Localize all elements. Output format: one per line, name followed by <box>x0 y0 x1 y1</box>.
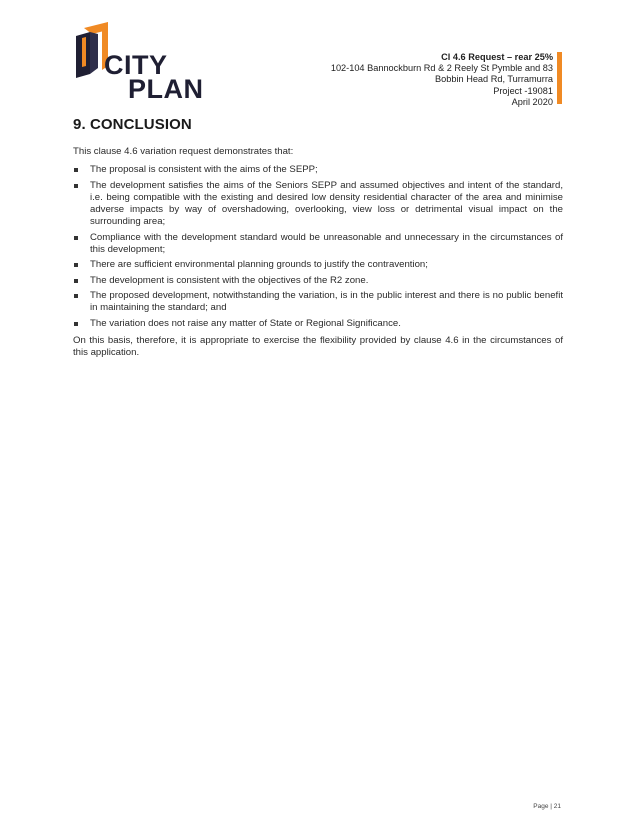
section-body <box>73 146 563 359</box>
header-address-line2: Bobbin Head Rd, Turramurra <box>435 74 553 85</box>
list-item <box>73 232 563 257</box>
list-item-text: The proposal is consistent with the aims of the SEPP; <box>90 164 318 176</box>
bullet-icon <box>74 184 78 188</box>
list-item <box>73 318 563 330</box>
document-header <box>331 52 553 108</box>
header-title: Cl 4.6 Request – rear 25% <box>441 52 553 62</box>
list-item <box>73 290 563 315</box>
list-item <box>73 180 563 229</box>
header-date: April 2020 <box>511 96 553 107</box>
bullet-icon <box>74 322 78 326</box>
header-address-line1: 102-104 Bannockburn Rd & 2 Reely St Pymble and 83 <box>330 63 553 74</box>
bullet-icon <box>74 168 78 172</box>
list-item <box>73 259 563 271</box>
intro-paragraph: This clause 4.6 variation request demonstrates that: <box>73 146 294 157</box>
list-item-text: There are sufficient environmental planning grounds to justify the contravention; <box>90 259 428 271</box>
list-item-text: The proposed development, notwithstanding the variation, is in the public interest and there is no public benefit in maintaining the standard; and <box>90 289 563 314</box>
list-item-text: The development satisfies the aims of the Seniors SEPP and assumed objectives and intent of the standard, i.e. being compatible with the existing and desired low density residential character of the area and minimise adverse impacts by way of overshadowing, overlooking, view loss or detrimental visual impact on the surrounding area; <box>90 179 563 228</box>
page-number: Page | 21 <box>533 803 561 810</box>
bullet-icon <box>74 263 78 267</box>
logo-text-plan: PLAN <box>128 74 204 104</box>
list-item <box>73 164 563 176</box>
logo-text-city: CITY <box>104 50 168 80</box>
section-heading: 9. CONCLUSION <box>73 116 192 133</box>
closing-paragraph: On this basis, therefore, it is appropriate to exercise the flexibility provided by clause 4.6 in the circumstances of this application. <box>73 334 563 359</box>
bullet-icon <box>74 236 78 240</box>
bullet-icon <box>74 294 78 298</box>
bullet-icon <box>74 279 78 283</box>
header-project: Project -19081 <box>493 85 553 96</box>
list-item-text: Compliance with the development standard would be unreasonable and unnecessary in the circumstances of this development; <box>90 231 563 256</box>
list-item-text: The variation does not raise any matter of State or Regional Significance. <box>90 317 401 329</box>
list-item-text: The development is consistent with the objectives of the R2 zone. <box>90 274 369 286</box>
conclusion-list <box>73 164 563 330</box>
header-accent-bar <box>557 52 562 104</box>
list-item <box>73 275 563 287</box>
